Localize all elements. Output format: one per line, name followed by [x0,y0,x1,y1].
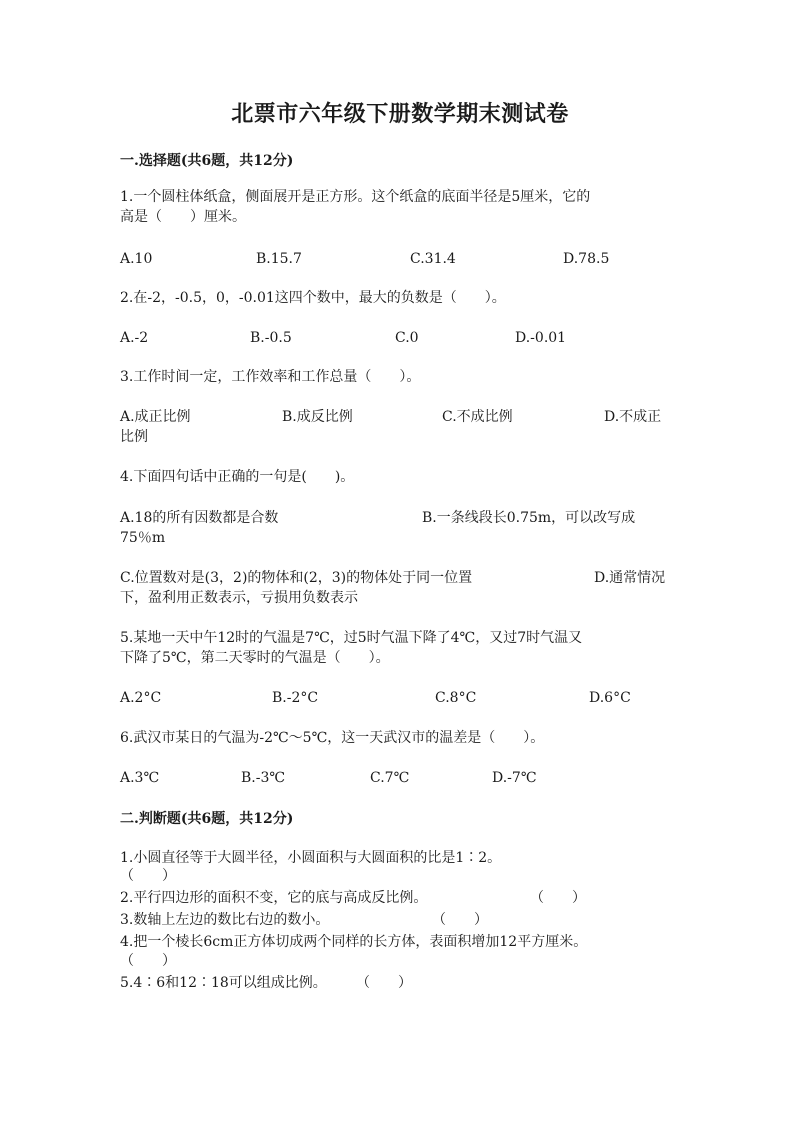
question-1-line1: 1.一个圆柱体纸盒，侧面展开是正方形。这个纸盒的底面半径是5厘米，它的 [120,189,591,205]
option-4b: B.一条线段长0.75m，可以改写成 [422,510,636,526]
option-3b: B.成反比例 [282,409,353,425]
option-6b: B.-3℃ [241,770,286,786]
option-5c: C.8°C [435,690,477,706]
question-4-line1: 4.下面四句话中正确的一句是( )。 [120,469,355,485]
option-1a: A.10 [120,251,153,267]
option-6d: D.-7℃ [492,770,537,786]
option-6a: A.3℃ [120,770,160,786]
judge-item-3: 3.数轴上左边的数比右边的数小。 [120,912,330,928]
section-heading-judge: 二.判断题(共6题，共12分) [120,811,294,827]
option-5d: D.6°C [589,690,631,706]
judge-item-2-paren: （ ） [530,890,586,906]
question-3 [120,367,680,387]
option-3d: D.不成正 [604,409,662,425]
option-5b: B.-2°C [272,690,319,706]
option-2a: A.-2 [120,330,149,346]
option-6c: C.7℃ [370,770,410,786]
page-title: 北票市六年级下册数学期末测试卷 [231,101,569,127]
option-2b: B.-0.5 [250,330,292,346]
option-2d: D.-0.01 [515,330,567,346]
question-5 [120,628,680,668]
option-4d-wrap: 下，盈利用正数表示，亏损用负数表示 [120,590,358,606]
judge-item-1: 1.小圆直径等于大圆半径，小圆面积与大圆面积的比是1∶2。 [120,850,502,866]
option-1b: B.15.7 [256,251,302,267]
question-4 [120,467,680,487]
judge-item-4: 4.把一个棱长6cm正方体切成两个同样的长方体，表面积增加12平方厘米。 [120,934,588,950]
question-1-line2: 高是（ ）厘米。 [120,209,246,225]
option-2c: C.0 [395,330,419,346]
option-4b-wrap: 75％m [120,530,166,546]
question-2 [120,288,680,308]
question-6 [120,728,680,748]
question-6-line1: 6.武汉市某日的气温为-2℃～5℃，这一天武汉市的温差是（ ）。 [120,730,545,746]
option-3c: C.不成比例 [442,409,513,425]
question-5-line2: 下降了5℃，第二天零时的气温是（ ）。 [120,650,390,666]
judge-item-1-paren: （ ） [120,868,176,884]
option-5a: A.2°C [120,690,162,706]
option-1d: D.78.5 [563,251,610,267]
option-4a: A.18的所有因数都是合数 [120,510,279,526]
question-1 [120,187,680,227]
judge-item-4-paren: （ ） [120,953,176,969]
question-2-line1: 2.在-2，-0.5，0，-0.01这四个数中，最大的负数是（ ）。 [120,290,506,306]
option-1c: C.31.4 [410,251,456,267]
judge-item-3-paren: （ ） [432,912,488,928]
question-5-line1: 5.某地一天中午12时的气温是7℃，过5时气温下降了4℃，又过7时气温又 [120,630,583,646]
judge-item-5-paren: （ ） [356,975,412,991]
option-3d-wrap: 比例 [120,429,148,445]
judge-item-5: 5.4∶6和12∶18可以组成比例。 [120,975,327,991]
option-3a: A.成正比例 [120,409,191,425]
judge-item-2: 2.平行四边形的面积不变，它的底与高成反比例。 [120,890,428,906]
option-4d: D.通常情况 [594,570,666,586]
option-4c: C.位置数对是(3，2)的物体和(2，3)的物体处于同一位置 [120,570,473,586]
question-3-line1: 3.工作时间一定，工作效率和工作总量（ ）。 [120,369,421,385]
section-heading-choice: 一.选择题(共6题，共12分) [120,153,294,169]
